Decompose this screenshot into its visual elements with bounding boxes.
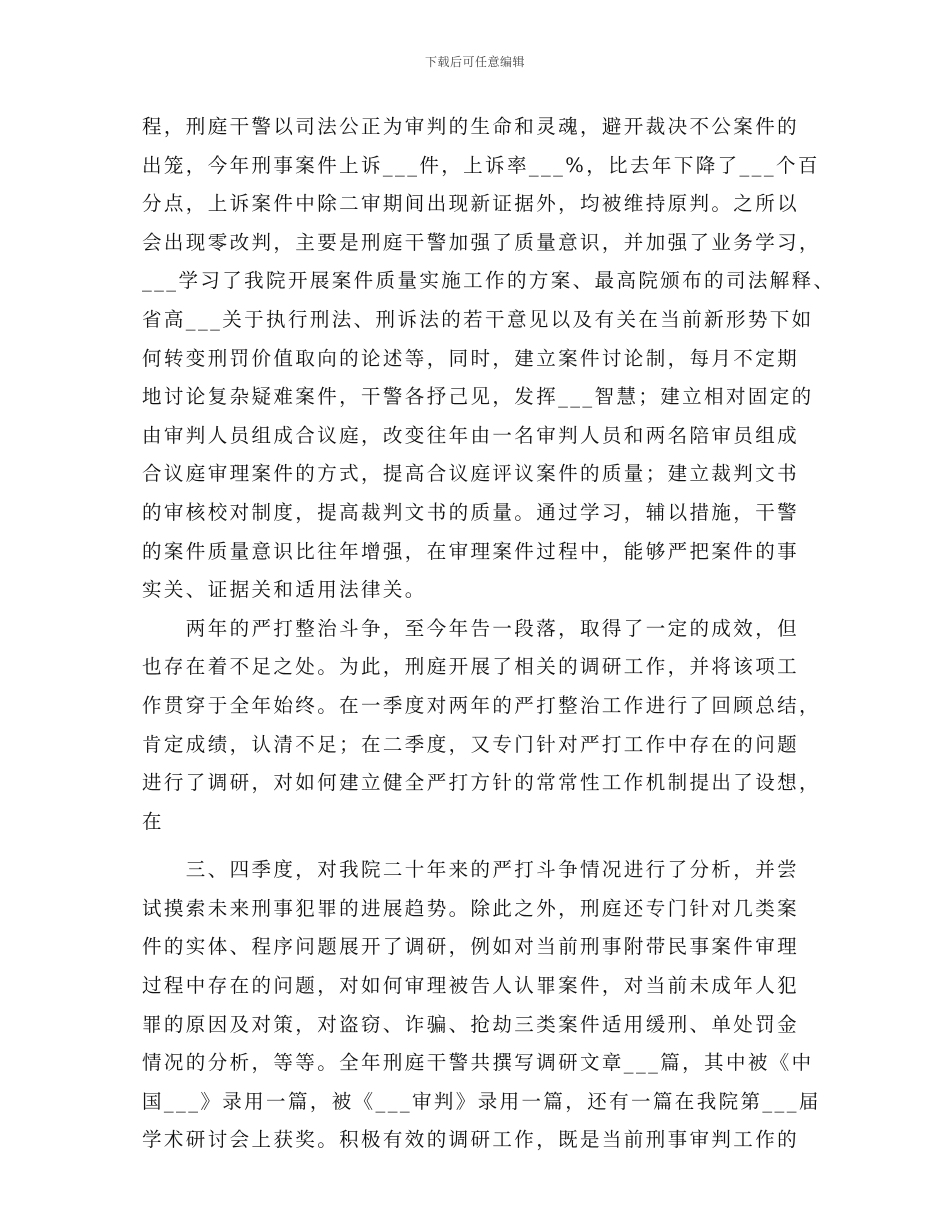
text-line: 作贯穿于全年始终。在一季度对两年的严打整治工作进行了回顾总结， xyxy=(142,693,821,717)
paragraph-2 xyxy=(142,610,821,842)
text-line: 国___》录用一篇，被《___审判》录用一篇，还有一篇在我院第___届 xyxy=(142,1089,821,1113)
text-line: 在 xyxy=(142,809,164,833)
text-line: 实关、证据关和适用法律关。 xyxy=(142,578,427,602)
text-line: 会出现零改判，主要是刑庭干警加强了质量意识，并加强了业务学习， xyxy=(142,230,821,254)
text-line: 过程中存在的问题，对如何审理被告人认罪案件，对当前未成年人犯 xyxy=(142,974,800,998)
text-line: 两年的严打整治斗争，至今年告一段落，取得了一定的成效，但 xyxy=(142,616,800,640)
text-line: 的案件质量意识比往年增强，在审理案件过程中，能够严把案件的事 xyxy=(142,539,800,563)
text-line: 合议庭审理案件的方式，提高合议庭评议案件的质量；建立裁判文书 xyxy=(142,462,800,486)
text-line: 罪的原因及对策，对盗窃、诈骗、抢劫三类案件适用缓刑、单处罚金 xyxy=(142,1012,800,1036)
document-body xyxy=(142,108,836,1160)
text-line: 由审判人员组成合议庭，改变往年由一名审判人员和两名陪审员组成 xyxy=(142,423,800,447)
page-header: 下载后可任意编辑 xyxy=(424,55,525,69)
text-line: 的审核校对制度，提高裁判文书的质量。通过学习，辅以措施，干警 xyxy=(142,500,800,524)
text-line: 分点，上诉案件中除二审期间出现新证据外，均被维持原判。之所以 xyxy=(142,192,800,216)
text-line: 地讨论复杂疑难案件，干警各抒己见，发挥___智慧；建立相对固定的 xyxy=(142,385,814,409)
text-line: 学术研讨会上获奖。积极有效的调研工作，既是当前刑事审判工作的 xyxy=(142,1128,800,1152)
text-line: 肯定成绩，认清不足；在二季度，又专门针对严打工作中存在的问题 xyxy=(142,732,800,756)
text-line: 情况的分析，等等。全年刑庭干警共撰写调研文章___篇，其中被《中 xyxy=(142,1051,814,1075)
text-line: 也存在着不足之处。为此，刑庭开展了相关的调研工作，并将该项工 xyxy=(142,655,800,679)
text-line: ___学习了我院开展案件质量实施工作的方案、最高院颁布的司法解释、 xyxy=(142,269,836,293)
text-line: 三、四季度，对我院二十年来的严打斗争情况进行了分析，并尝 xyxy=(142,858,800,882)
text-line: 试摸索未来刑事犯罪的进展趋势。除此之外，刑庭还专门针对几类案 xyxy=(142,896,800,920)
text-line: 出笼，今年刑事案件上诉___件，上诉率___%，比去年下降了___个百 xyxy=(142,153,820,177)
text-line: 程，刑庭干警以司法公正为审判的生命和灵魂，避开裁决不公案件的 xyxy=(142,115,800,138)
paragraph-gap xyxy=(142,841,812,851)
paragraph-3 xyxy=(142,851,821,1160)
text-line: 件的实体、程序问题展开了调研，例如对当前刑事附带民事案件审理 xyxy=(142,935,800,959)
text-line: 进行了调研，对如何建立健全严打方针的常常性工作机制提出了设想， xyxy=(142,771,821,795)
text-line: 何转变刑罚价值取向的论述等，同时，建立案件讨论制，每月不定期 xyxy=(142,346,800,370)
paragraph-1 xyxy=(142,108,836,610)
text-line: 省高___关于执行刑法、刑诉法的若干意见以及有关在当前新形势下如 xyxy=(142,307,814,331)
